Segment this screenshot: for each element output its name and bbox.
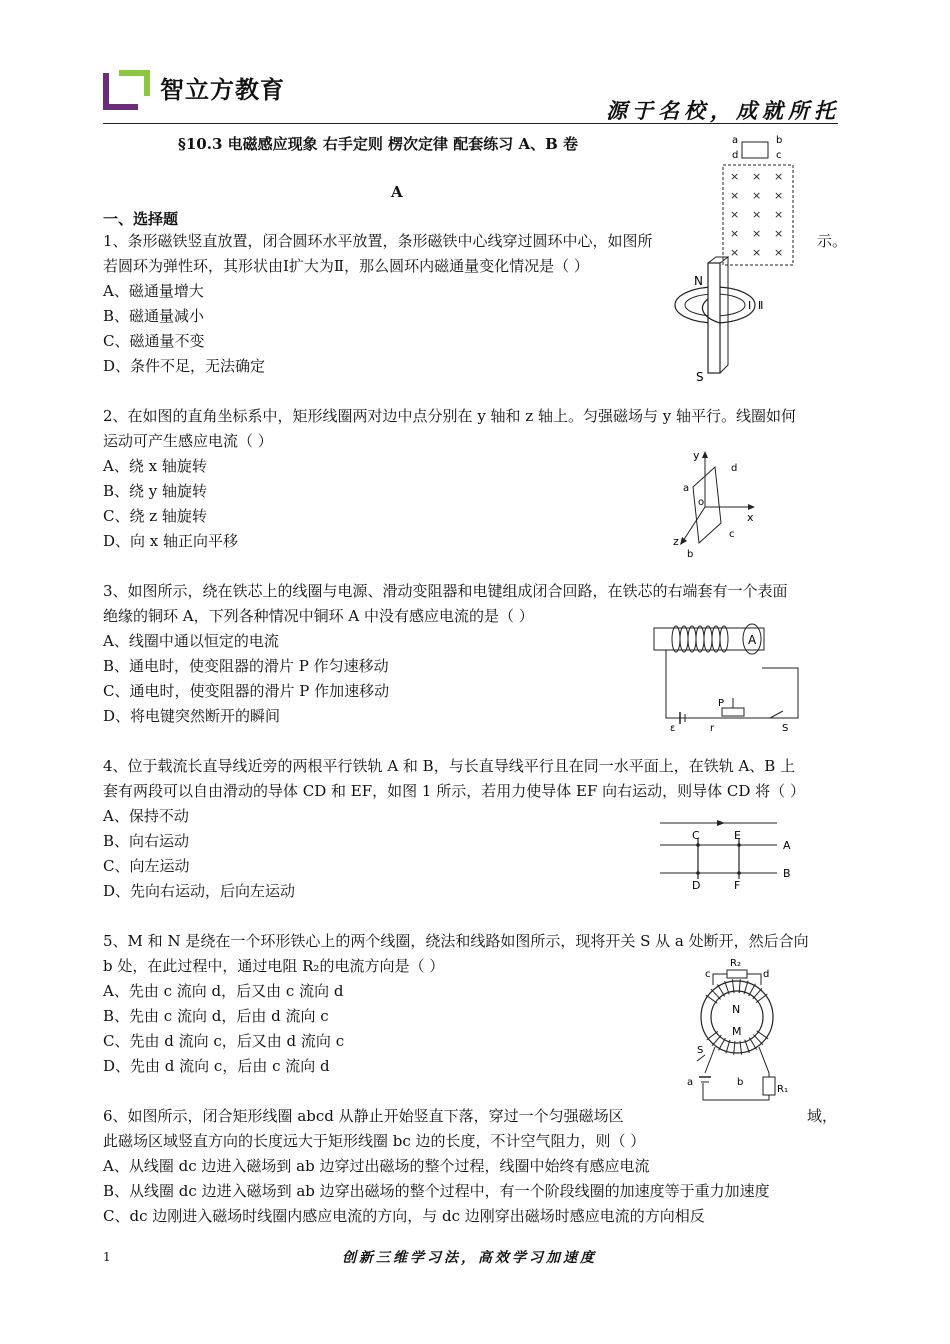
q1-label-s: S bbox=[696, 370, 704, 384]
q4-label-c: C bbox=[692, 829, 700, 842]
q4-line-1: 4、位于载流长直导线近旁的两根平行铁轨 A 和 B，与长直导线平行且在同一水平面上，在铁轨 A、B 上 bbox=[103, 757, 796, 775]
q3-label-p: P bbox=[718, 698, 725, 709]
q1-option-c: C、磁通量不变 bbox=[103, 332, 205, 350]
toroid-turn bbox=[753, 1035, 763, 1045]
figure-q3-circuit bbox=[648, 618, 808, 733]
q6-label-c: c bbox=[776, 150, 782, 161]
q2-label-b: b bbox=[687, 549, 694, 560]
field-cross-mark: × bbox=[730, 208, 740, 221]
q5-label-c: c bbox=[705, 969, 711, 980]
q4-option-d: D、先向右运动，后向左运动 bbox=[103, 882, 296, 900]
q2-line-1: 2、在如图的直角坐标系中，矩形线圈两对边中点分别在 y 轴和 z 轴上。匀强磁场与 y 轴平行。线圈如何 bbox=[103, 407, 797, 425]
q6-option-a: A、从线圈 dc 边进入磁场到 ab 边穿过出磁场的整个过程，线圈中始终有感应电流 bbox=[103, 1157, 650, 1175]
q5-line-2: b 处，在此过程中，通过电阻 R₂的电流方向是（ ） bbox=[103, 957, 445, 975]
q5-option-b: B、先由 c 流向 d，后由 d 流向 c bbox=[103, 1007, 329, 1025]
q4-option-b: B、向右运动 bbox=[103, 832, 190, 850]
toroid-turn bbox=[719, 1038, 726, 1050]
q2-line-2: 运动可产生感应电流（ ） bbox=[103, 432, 273, 450]
q3-label-a: A bbox=[748, 633, 757, 647]
coil-turn bbox=[672, 626, 680, 652]
field-cross-mark: × bbox=[752, 208, 762, 221]
q1-label-i: Ⅰ bbox=[748, 299, 752, 312]
q3-line-1: 3、如图所示，绕在铁芯上的线圈与电源、滑动变阻器和电键组成闭合回路，在铁芯的右端套有一个表面 bbox=[103, 582, 788, 600]
q4-label-f: F bbox=[734, 879, 741, 892]
coil-turn bbox=[712, 626, 720, 652]
q2-option-c: C、绕 z 轴旋转 bbox=[103, 507, 207, 525]
q4-label-b: B bbox=[783, 867, 791, 880]
field-cross-mark: × bbox=[730, 227, 740, 240]
q5-option-c: C、先由 d 流向 c，后又由 d 流向 c bbox=[103, 1032, 345, 1050]
toroid-turn bbox=[712, 1035, 721, 1046]
q2-option-a: A、绕 x 轴旋转 bbox=[103, 457, 207, 475]
q2-option-d: D、向 x 轴正向平移 bbox=[103, 532, 239, 550]
header-slogan: 源于名校，成就所托 bbox=[606, 98, 840, 123]
q5-label-d: d bbox=[763, 969, 770, 980]
q1-line-1-tail: 示。 bbox=[817, 232, 848, 250]
q6-line-1: 6、如图所示，闭合矩形线圈 abcd 从静止开始竖直下落，穿过一个匀强磁场区 bbox=[103, 1107, 624, 1125]
q6-label-b: b bbox=[776, 135, 783, 146]
q2-label-y: y bbox=[693, 449, 700, 462]
coil-turn bbox=[720, 626, 728, 652]
figure-q5-toroid bbox=[675, 955, 795, 1110]
toroid-turn bbox=[749, 1038, 756, 1050]
toroid-turn bbox=[707, 1031, 718, 1039]
field-cross-mark: × bbox=[774, 170, 784, 183]
q6-option-b: B、从线圈 dc 边进入磁场到 ab 边穿出磁场的整个过程中，有一个阶段线圈的加速度等于重力加速度 bbox=[103, 1182, 770, 1200]
q6-line-1-tail: 域， bbox=[807, 1107, 838, 1125]
q3-label-e: ε bbox=[670, 723, 676, 733]
part-label: A bbox=[391, 183, 403, 201]
logo-text: 智立方教育 bbox=[160, 76, 285, 104]
q6-label-d: d bbox=[732, 150, 739, 161]
q4-option-a: A、保持不动 bbox=[103, 807, 189, 825]
toroid-turn bbox=[706, 995, 717, 1003]
field-cross-mark: × bbox=[730, 170, 740, 183]
q3-label-r: r bbox=[710, 723, 715, 733]
q2-label-o: o bbox=[698, 497, 705, 508]
section-heading: 一、选择题 bbox=[103, 210, 179, 228]
q3-option-d: D、将电键突然断开的瞬间 bbox=[103, 707, 281, 725]
q5-label-r1: R₁ bbox=[777, 1084, 788, 1095]
q4-label-d: D bbox=[692, 879, 701, 892]
q2-label-x: x bbox=[747, 511, 754, 524]
q2-option-b: B、绕 y 轴旋转 bbox=[103, 482, 208, 500]
toroid-turn bbox=[717, 984, 724, 996]
q5-label-b: b bbox=[737, 1077, 744, 1088]
q2-label-z: z bbox=[673, 535, 679, 548]
q1-line-1: 1、条形磁铁竖直放置，闭合圆环水平放置，条形磁铁中心线穿过圆环中心，如图所 bbox=[103, 232, 653, 250]
q5-label-s: S bbox=[697, 1045, 704, 1056]
q5-label-a: a bbox=[687, 1077, 694, 1088]
figure-q1-magnet bbox=[670, 255, 780, 385]
field-cross-mark: × bbox=[774, 189, 784, 202]
field-cross-mark: × bbox=[774, 208, 784, 221]
header-rule bbox=[103, 123, 838, 124]
footer-slogan: 创新三维学习法，高效学习加速度 bbox=[342, 1250, 597, 1266]
q5-label-r2: R₂ bbox=[730, 958, 741, 969]
q3-line-2: 绝缘的铜环 A，下列各种情况中铜环 A 中没有感应电流的是（ ） bbox=[103, 607, 534, 625]
q1-option-a: A、磁通量增大 bbox=[103, 282, 204, 300]
q1-line-2: 若圆环为弹性环，其形状由Ⅰ扩大为Ⅱ，那么圆环内磁通量变化情况是（ ） bbox=[103, 257, 589, 275]
coil-turn bbox=[680, 626, 688, 652]
field-cross-mark: × bbox=[774, 246, 784, 259]
q2-label-a: a bbox=[683, 483, 690, 494]
q5-option-d: D、先由 d 流向 c，后由 c 流向 d bbox=[103, 1057, 330, 1075]
field-cross-mark: × bbox=[752, 189, 762, 202]
q6-option-c: C、dc 边刚进入磁场时线圈内感应电流的方向，与 dc 边刚穿出磁场时感应电流的方向相反 bbox=[103, 1207, 705, 1225]
q1-option-d: D、条件不足，无法确定 bbox=[103, 357, 266, 375]
q1-label-n: N bbox=[694, 274, 703, 288]
toroid-turn bbox=[757, 1031, 768, 1039]
q3-option-a: A、线圈中通以恒定的电流 bbox=[103, 632, 279, 650]
q4-line-2: 套有两段可以自由滑动的导体 CD 和 EF，如图 1 所示，若用力使导体 EF 向右运动，则导体 CD 将（ ） bbox=[103, 782, 805, 800]
page-number: 1 bbox=[103, 1250, 111, 1264]
coil-turn bbox=[696, 626, 704, 652]
q3-label-s: S bbox=[782, 723, 789, 733]
coil-turn bbox=[704, 626, 712, 652]
toroid-turn bbox=[756, 994, 767, 1002]
q1-option-b: B、磁通量减小 bbox=[103, 307, 205, 325]
toroid-turn bbox=[753, 988, 762, 999]
field-cross-mark: × bbox=[730, 189, 740, 202]
field-cross-mark: × bbox=[752, 227, 762, 240]
field-cross-mark: × bbox=[774, 227, 784, 240]
q2-label-c: c bbox=[729, 529, 735, 540]
toroid-turn bbox=[749, 984, 756, 996]
q3-option-c: C、通电时，使变阻器的滑片 P 作加速移动 bbox=[103, 682, 390, 700]
q5-line-1: 5、M 和 N 是绕在一个环形铁心上的两个线圈，绕法和线路如图所示，现将开关 S 从 a 处断开，然后合向 bbox=[103, 932, 809, 950]
q1-label-ii: Ⅱ bbox=[758, 299, 764, 312]
logo-icon bbox=[103, 70, 153, 114]
page-title: §10.3 电磁感应现象 右手定则 楞次定律 配套练习 A、B 卷 bbox=[178, 135, 579, 153]
q4-label-e: E bbox=[734, 829, 741, 842]
field-cross-mark: × bbox=[752, 246, 762, 259]
q6-label-a: a bbox=[732, 135, 739, 146]
field-cross-mark: × bbox=[730, 246, 740, 259]
q5-label-m: M bbox=[732, 1025, 742, 1038]
q4-option-c: C、向左运动 bbox=[103, 857, 190, 875]
q6-line-2: 此磁场区域竖直方向的长度远大于矩形线圈 bc 边的长度，不计空气阻力，则（ ） bbox=[103, 1132, 646, 1150]
q4-label-a: A bbox=[783, 839, 791, 852]
toroid-turn bbox=[711, 989, 721, 999]
figure-q4-rails bbox=[655, 815, 805, 895]
q5-label-n: N bbox=[732, 1003, 741, 1016]
coil-turn bbox=[688, 626, 696, 652]
figure-q6-field bbox=[720, 130, 805, 270]
q5-option-a: A、先由 c 流向 d，后又由 c 流向 d bbox=[103, 982, 344, 1000]
field-cross-mark: × bbox=[752, 170, 762, 183]
q2-label-d: d bbox=[731, 463, 738, 474]
figure-q2-axes bbox=[665, 445, 765, 565]
q3-option-b: B、通电时，使变阻器的滑片 P 作匀速移动 bbox=[103, 657, 389, 675]
